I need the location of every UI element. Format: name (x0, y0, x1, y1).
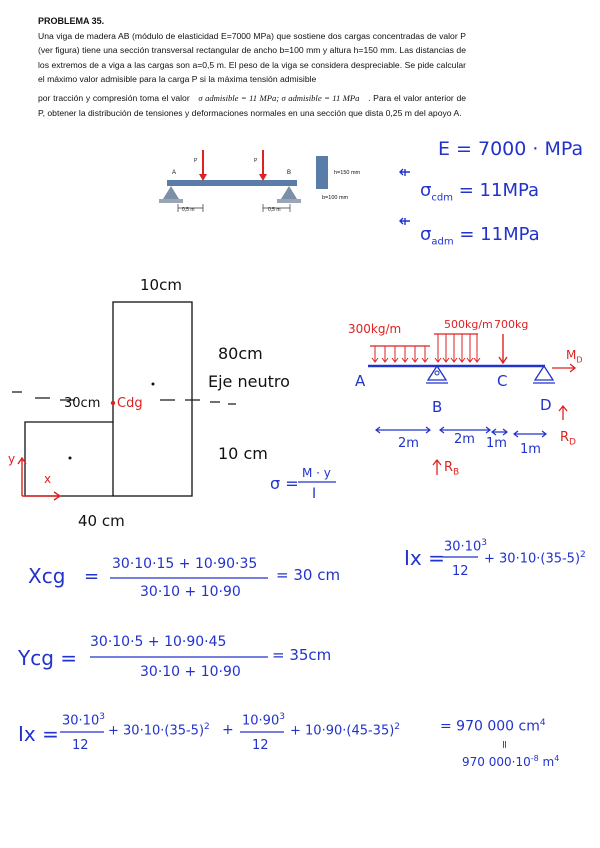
beam2-d3: 1m (486, 436, 507, 451)
ix-t1-main: 30·10 (62, 713, 100, 729)
ix-t1-exp: 3 (99, 712, 105, 722)
figure-load-1: P (194, 158, 198, 164)
xcg-lhs: Xcg (28, 564, 66, 588)
ix-lhs: Ix = (18, 722, 59, 746)
ix-t2-exp: 2 (204, 722, 210, 732)
md-arrow-icon (552, 364, 575, 372)
point-load-arrow-icon (499, 334, 507, 363)
load-arrowhead-1 (199, 174, 207, 181)
para2-end: . Para el valor anterior de P, obtener la distribución de tensiones y deformaciones normales en una sección que dista 0,25 m del apoyo A. (38, 92, 467, 118)
xcg-den: 30·10 + 10·90 (140, 584, 241, 600)
figure-label-A: A (172, 170, 177, 176)
beam2-load2: 500kg/m (444, 318, 493, 331)
ix-res2-unit-exp: 4 (554, 754, 560, 763)
beam2-pt-A: A (355, 372, 366, 390)
ix-small-t2-main: + 30·10·(35-5) (484, 551, 581, 567)
section-x-axis: x (44, 472, 52, 486)
cdg-point (111, 401, 115, 405)
beam2-load3: 700kg (494, 318, 529, 331)
tension-arrow-icon (400, 169, 410, 176)
ix-small-t1-exp: 3 (481, 538, 487, 548)
ix-res-exp: 4 (539, 718, 546, 728)
beam2-RD-sub: D (569, 437, 576, 448)
beam2-d2: 2m (454, 432, 475, 447)
xcg-num: 30·10·15 + 10·90·35 (112, 556, 258, 572)
dim-arrow-3 (492, 429, 507, 435)
beam (167, 180, 297, 186)
ycg-den: 30·10 + 10·90 (140, 664, 241, 680)
xcg-res: = 30 cm (276, 566, 341, 584)
ix-small-t2-exp: 2 (580, 550, 586, 560)
ix-res2 (462, 754, 559, 769)
ix-t4-main: + 10·90·(45-35) (290, 723, 395, 739)
beam2-pt-C: C (497, 372, 508, 390)
support-B-base (277, 199, 301, 203)
note-sigma-t-val: = 11MPa (458, 180, 540, 201)
ix-eq: = (498, 739, 512, 750)
ix-t2 (108, 722, 210, 738)
beam2-RD (560, 430, 576, 448)
ix-res (440, 718, 546, 735)
ix-plus: + (222, 722, 234, 738)
note-E: E = 7000 · MPa (438, 138, 584, 160)
dim-arrow-1 (376, 427, 430, 433)
rd-arrow-icon (559, 406, 567, 420)
figure-dim-left: 0,5 m (182, 207, 195, 213)
beam2-RB (444, 460, 459, 478)
figure-load-2: P (254, 158, 258, 164)
ix-res2-unit: m (542, 755, 555, 769)
beam2-RB-main: R (444, 460, 454, 475)
ix-t4 (290, 722, 400, 738)
figure-dim-right: 0,5 m (268, 207, 281, 213)
section-bottom-label: 10 cm (218, 444, 268, 463)
ycg-lhs: Ycg = (18, 646, 78, 670)
section-width-label: 40 cm (78, 512, 125, 530)
beam2-d4: 1m (520, 442, 541, 457)
support-A (163, 186, 179, 199)
beam2-pt-D: D (540, 396, 552, 414)
sigma-num: M · y (302, 466, 331, 480)
ix-res2-main: 970 000·10 (462, 755, 531, 769)
ix-res-main: = 970 000 cm (440, 718, 540, 735)
flange-centroid-dot (69, 457, 72, 460)
web-centroid-dot (152, 383, 155, 386)
section-axis-label: Eje neutro (208, 372, 290, 391)
sigma-lhs: σ = (270, 474, 299, 493)
beam2-MD (566, 348, 583, 364)
compression-arrow-icon (400, 218, 410, 225)
note-sigma-t-sub: cdm (431, 192, 454, 204)
ix-t3-main: 10·90 (242, 713, 280, 729)
figure-b-label: b=100 mm (322, 195, 349, 201)
note-sigma-c: $\sigma_{adm} = 11MPa$ (420, 224, 540, 248)
dist-load-2-arrows (435, 334, 480, 362)
section-height-label: 80cm (218, 344, 263, 363)
ycg-num: 30·10·5 + 10·90·45 (90, 634, 227, 650)
section-top-width: 10cm (140, 276, 182, 294)
support-D2 (535, 366, 553, 380)
figure-h-label: h=150 mm (334, 170, 361, 176)
ix-t4-exp: 2 (394, 722, 401, 732)
rb-arrow-icon (433, 460, 441, 475)
ix-small-t1-main: 30·10 (444, 539, 482, 555)
beam2-pt-B: B (432, 398, 443, 416)
beam2-MD-main: M (566, 348, 577, 362)
ix-t3-exp: 3 (279, 712, 285, 722)
cross-section (316, 156, 328, 189)
ix-small-den: 12 (452, 564, 469, 579)
support-B (281, 186, 297, 199)
beam2-d1: 2m (398, 436, 419, 451)
note-sigma-t: $\sigma_{cdm} = 11MPa$ (420, 180, 540, 204)
ix-res2-exp: -8 (530, 754, 539, 763)
ix-den3: 12 (252, 738, 269, 753)
x-axis-arrow-icon (22, 492, 60, 500)
note-sigma-c-val: = 11MPa (459, 224, 540, 245)
xcg-eq: = (84, 566, 100, 587)
note-sigma-c-sub: adm (431, 236, 454, 248)
section-left-label: 30cm (64, 396, 101, 411)
beam2-load1: 300kg/m (348, 322, 402, 336)
support-B2 (428, 366, 446, 380)
section-y-axis: y (8, 452, 16, 466)
ix-t3 (242, 712, 285, 728)
ix-small-t2 (484, 550, 586, 566)
problem-paragraph-1: Una viga de madera AB (módulo de elasticidad E=7000 MPa) que sostiene dos cargas concentradas de valor P (ver figura) tiene una sección transversal rectangular de ancho b=100 mm y altura h=150 mm. Las distancias de los extremos de a viga a las cargas son a=0,5 m. El peso de la viga se considera despreciable. Se pide calcular el máximo valor admisible para la carga P si la máxima tensión admisible (38, 30, 466, 85)
beam2-MD-sub: D (576, 355, 583, 365)
problem-title: PROBLEMA 35. (38, 16, 105, 26)
beam2-RD-main: R (560, 430, 570, 445)
sigma-den: I (312, 486, 317, 502)
load-arrowhead-2 (259, 174, 267, 181)
para2-start: por tracción y compresión toma el valor (38, 92, 190, 103)
ix-small-lhs: Ix = (404, 546, 445, 570)
ix-t1 (62, 712, 105, 728)
dist-load-1-arrows (372, 346, 428, 362)
ix-small-t1 (444, 538, 487, 554)
support-A-base (159, 199, 183, 203)
ix-den1: 12 (72, 738, 89, 753)
dim-arrow-4 (514, 431, 546, 437)
ix-t2-main: + 30·10·(35-5) (108, 723, 205, 739)
section-cdg-label: Cdg (117, 396, 143, 411)
figure-label-B: B (287, 170, 292, 176)
beam2-RB-sub: B (453, 467, 460, 478)
stress-formula: σ admisible = 11 MPa; σ admisible = 11 MPa (198, 92, 360, 103)
ycg-res: = 35cm (272, 646, 332, 664)
